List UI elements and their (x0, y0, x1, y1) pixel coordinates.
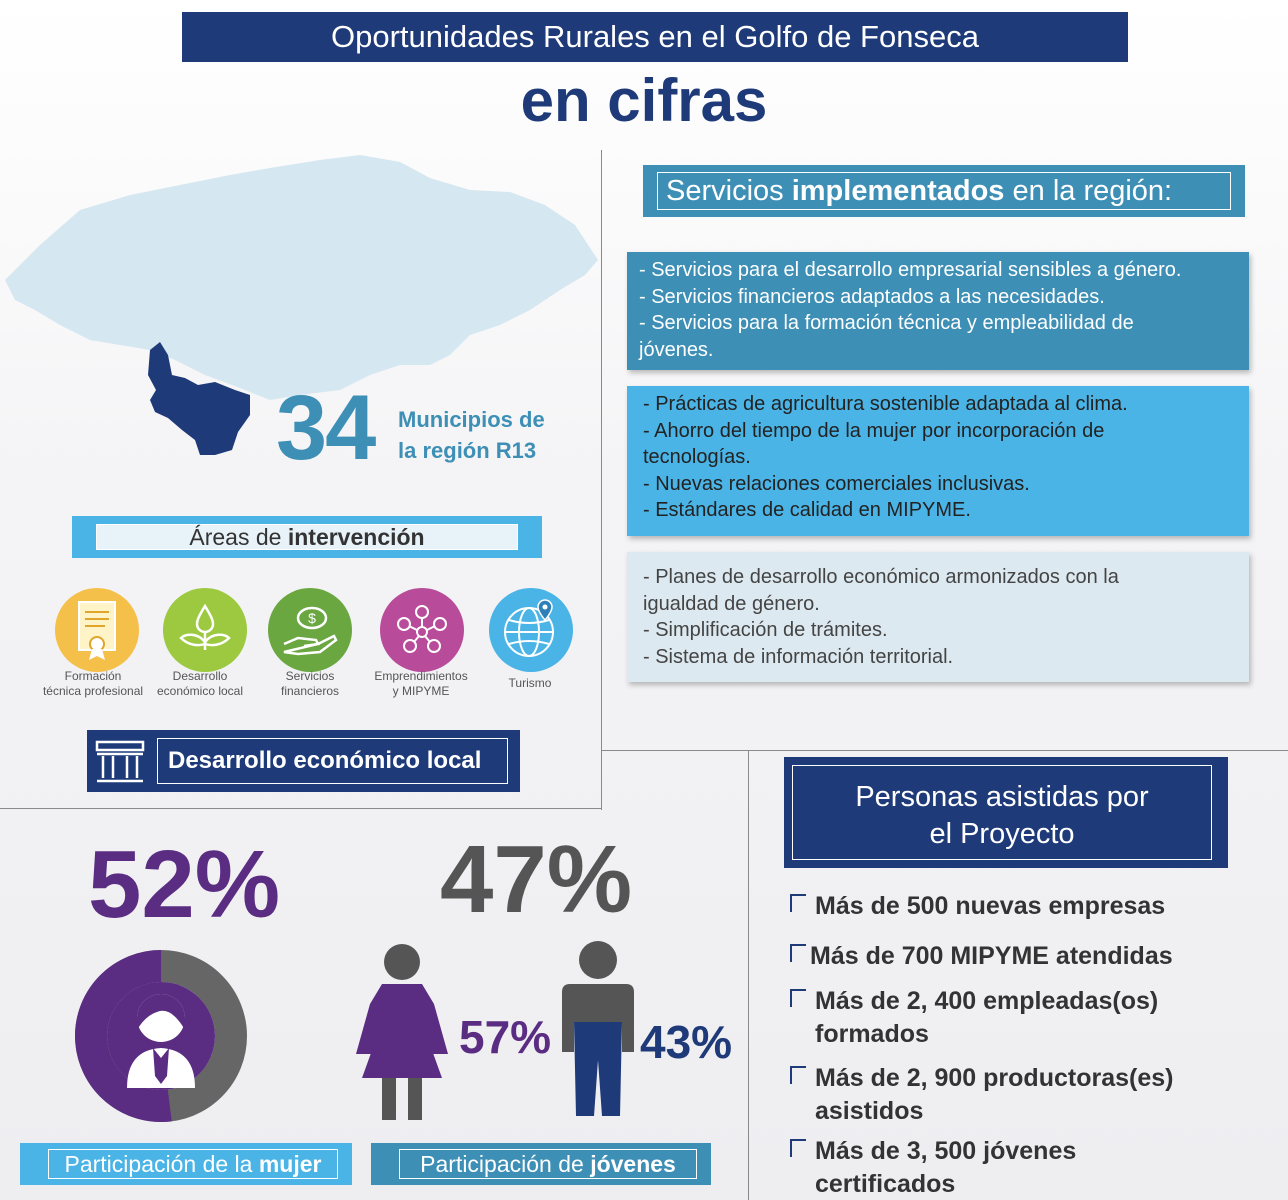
divider-vertical-top (601, 150, 602, 810)
person-stat-item (790, 985, 1270, 1051)
svg-text:$: $ (308, 610, 316, 626)
women-label-bold: mujer (258, 1151, 322, 1177)
bracket-icon (790, 944, 806, 962)
service-line: tecnologías. (643, 446, 751, 468)
service-line: jóvenes. (639, 338, 714, 361)
service-line: - Simplificación de trámites. (643, 619, 888, 641)
bracket-icon (790, 989, 806, 1007)
area-label-turismo (471, 676, 589, 691)
services-card-2 (627, 386, 1249, 536)
network-icon (380, 588, 464, 672)
youth-female-percentage: 57% (459, 1011, 552, 1063)
person-stat-line1: Más de 2, 900 productoras(es) (815, 1064, 1174, 1092)
persons-title-box (784, 757, 1228, 868)
municipios-label-line2: la región R13 (398, 438, 537, 463)
services-title-bold: implementados (791, 175, 1005, 207)
page-title: en cifras (520, 67, 768, 134)
person-stat-item (790, 1135, 1270, 1200)
service-line: - Servicios para el desarrollo empresarial sensibles a género. (639, 259, 1182, 281)
bracket-icon (790, 1066, 806, 1084)
services-card-3 (627, 552, 1249, 682)
services-title-normal-2: en la región: (1012, 175, 1173, 207)
women-label-normal: Participación de la (64, 1151, 253, 1177)
divider-horizontal-right (601, 750, 1288, 751)
area-label-desarrollo (141, 669, 259, 699)
person-stat-line2: formados (815, 1020, 929, 1048)
globe-pin-icon (489, 588, 573, 672)
divider-horizontal-left (0, 808, 601, 809)
persons-title-line1: Personas asistidas por (855, 781, 1149, 813)
women-donut-chart (66, 950, 256, 1122)
building-icon (95, 738, 145, 784)
person-stat-item (790, 1062, 1270, 1128)
country-outline (5, 155, 598, 400)
person-stat-line1: Más de 3, 500 jóvenes (815, 1137, 1077, 1165)
male-figure-icon (558, 940, 638, 1120)
youth-label-bold: jóvenes (590, 1151, 676, 1177)
area-label-emprendimientos-line1: Emprendimientos (374, 669, 468, 683)
youth-label-normal: Participación de (420, 1151, 584, 1177)
area-label-emprendimientos-line2: y MIPYME (392, 684, 450, 698)
area-label-turismo-line1: Turismo (508, 676, 552, 690)
area-label-emprendimientos (362, 669, 480, 699)
bracket-icon (790, 1139, 806, 1157)
service-line: - Servicios para la formación técnica y empleabilidad de (639, 312, 1134, 334)
youth-percentage: 47% (440, 826, 633, 933)
youth-male-percentage: 43% (640, 1016, 733, 1068)
certificate-icon (55, 588, 139, 672)
area-label-desarrollo-line2: económico local (156, 684, 244, 698)
areas-title (96, 524, 518, 550)
service-line: - Sistema de información territorial. (643, 645, 954, 668)
person-stat-line1: Más de 500 nuevas empresas (815, 892, 1166, 920)
highlight-area-box (87, 730, 520, 792)
service-line: - Estándares de calidad en MIPYME. (643, 499, 971, 521)
services-title-box (643, 165, 1245, 217)
services-title (657, 172, 1231, 210)
service-line: - Nuevas relaciones comerciales inclusivas. (643, 472, 1030, 495)
services-title-normal-1: Servicios (666, 175, 784, 207)
highlight-area-label: Desarrollo económico local (157, 738, 508, 784)
person-stat-line1: Más de 700 MIPYME atendidas (810, 942, 1173, 970)
coin-hand-icon (268, 588, 352, 672)
municipios-label-line1: Municipios de (398, 407, 545, 432)
persons-title-line2: el Proyecto (929, 818, 1075, 850)
divider-vertical-bottom (748, 750, 749, 1200)
plant-drop-icon (163, 588, 247, 672)
youth-participation-box (371, 1143, 711, 1185)
bracket-icon (790, 894, 806, 912)
person-stat-item (790, 890, 1270, 923)
municipios-count: 34 (276, 377, 375, 479)
person-stat-line2: asistidos (815, 1097, 924, 1125)
area-label-servicios-line1: Servicios (285, 669, 335, 683)
area-label-servicios-line2: financieros (280, 684, 340, 698)
female-figure-icon (352, 942, 452, 1120)
areas-title-box (72, 516, 542, 558)
person-stat-item (790, 940, 1270, 973)
areas-title-normal: Áreas de (189, 524, 282, 550)
area-label-servicios (251, 669, 369, 699)
area-label-formacion (34, 669, 152, 699)
areas-title-bold: intervención (287, 524, 425, 550)
service-line: - Ahorro del tiempo de la mujer por incorporación de (643, 419, 1105, 442)
youth-participation-label (399, 1149, 697, 1179)
area-label-formacion-line1: Formación (64, 669, 122, 683)
persons-title (792, 765, 1212, 860)
service-line: - Servicios financieros adaptados a las necesidades. (639, 285, 1105, 308)
service-line: - Prácticas de agricultura sostenible adaptada al clima. (643, 393, 1128, 415)
person-stat-line2: certificados (815, 1170, 956, 1198)
women-participation-label (48, 1149, 338, 1179)
person-stat-line1: Más de 2, 400 empleadas(os) (815, 987, 1159, 1015)
service-line: igualdad de género. (643, 592, 820, 615)
area-label-desarrollo-line1: Desarrollo (172, 669, 228, 683)
services-card-1 (627, 252, 1249, 370)
header-banner: Oportunidades Rurales en el Golfo de Fonseca (182, 12, 1128, 62)
area-label-formacion-line2: técnica profesional (42, 684, 144, 698)
women-participation-box (20, 1143, 352, 1185)
women-percentage: 52% (88, 831, 281, 938)
service-line: - Planes de desarrollo económico armonizados con la (643, 566, 1119, 588)
municipios-label (398, 404, 598, 466)
